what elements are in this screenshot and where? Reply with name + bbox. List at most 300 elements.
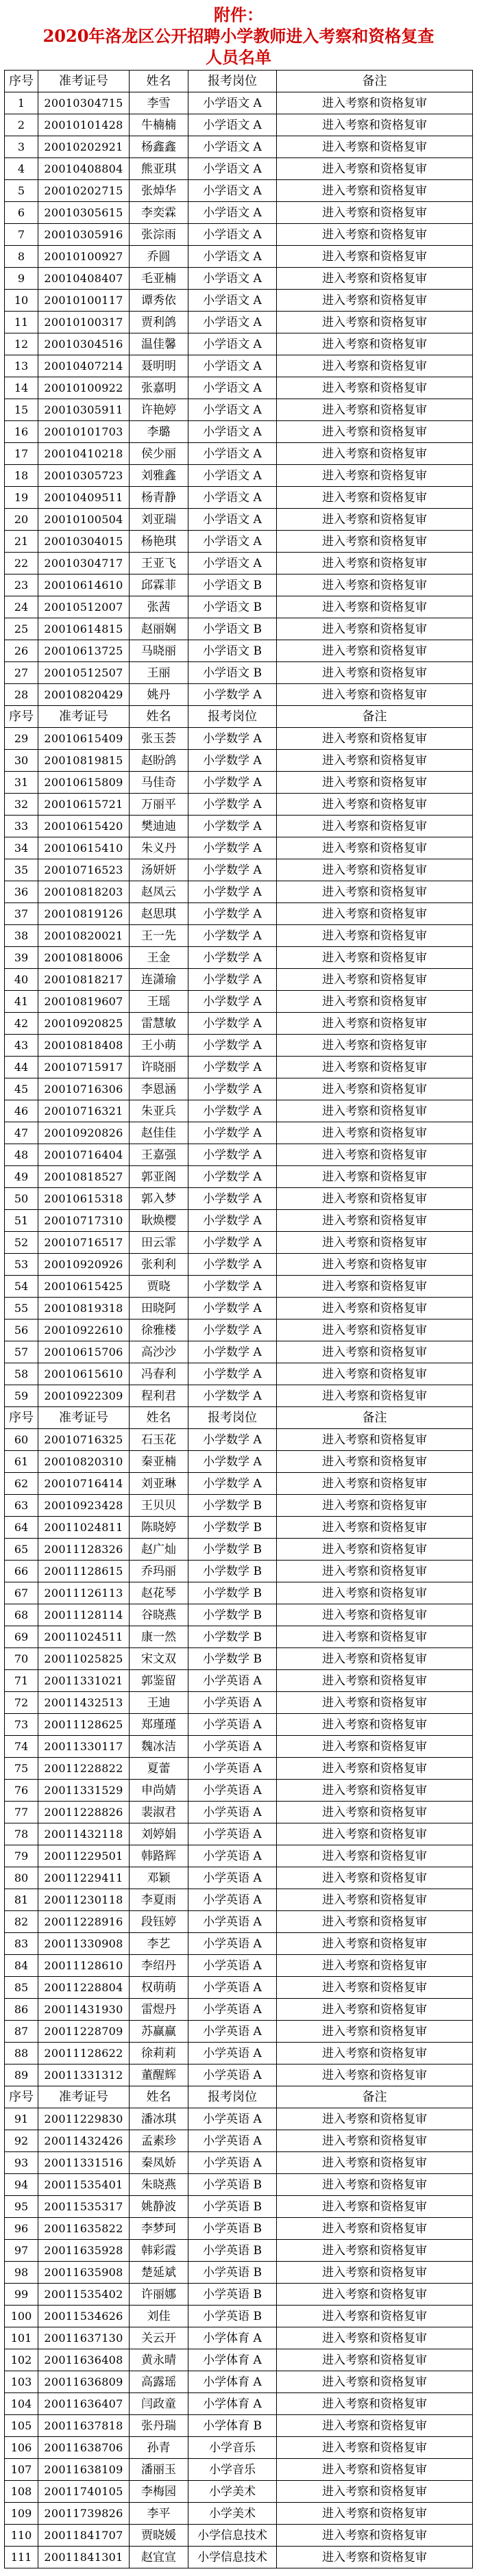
table-row: [5, 1276, 473, 1298]
cell-remark: 进入考察和资格复审: [277, 1626, 473, 1648]
cell-post: 小学语文 A: [188, 553, 277, 574]
cell-name: 谭秀依: [130, 290, 188, 312]
cell-exam-id: 20011535402: [38, 2284, 130, 2306]
table-row: [5, 1341, 473, 1363]
table-row: [5, 2415, 473, 2437]
table-row: [5, 465, 473, 487]
cell-no: 46: [5, 1100, 38, 1122]
cell-exam-id: 20010716404: [38, 1144, 130, 1166]
cell-exam-id: 20011432118: [38, 1823, 130, 1845]
cell-exam-id: 20010101703: [38, 421, 130, 443]
header-remark: 备注: [277, 1407, 473, 1429]
cell-remark: 进入考察和资格复审: [277, 903, 473, 925]
cell-remark: 进入考察和资格复审: [277, 1692, 473, 1714]
cell-exam-id: 20010716517: [38, 1232, 130, 1254]
cell-no: 54: [5, 1276, 38, 1298]
cell-post: 小学数学 A: [188, 772, 277, 794]
cell-post: 小学英语 A: [188, 1911, 277, 1933]
cell-no: 19: [5, 487, 38, 509]
cell-no: 70: [5, 1648, 38, 1670]
cell-post: 小学数学 B: [188, 1648, 277, 1670]
cell-exam-id: 20011229830: [38, 2108, 130, 2130]
cell-exam-id: 20011128610: [38, 1955, 130, 1977]
cell-exam-id: 20010614610: [38, 574, 130, 596]
cell-no: 4: [5, 158, 38, 180]
table-row: [5, 662, 473, 684]
cell-no: 36: [5, 881, 38, 903]
cell-name: 楚延斌: [130, 2262, 188, 2284]
cell-name: 连潇瑜: [130, 969, 188, 991]
cell-exam-id: 20010922610: [38, 1319, 130, 1341]
table-row: [5, 1100, 473, 1122]
table-header-row: [5, 71, 473, 92]
cell-name: 秦亚楠: [130, 1451, 188, 1473]
cell-remark: 进入考察和资格复审: [277, 1845, 473, 1867]
cell-name: 李奕霖: [130, 202, 188, 224]
cell-exam-id: 20011535401: [38, 2174, 130, 2196]
cell-post: 小学语文 A: [188, 224, 277, 246]
table-row: [5, 1802, 473, 1823]
cell-name: 牛楠楠: [130, 114, 188, 136]
cell-remark: 进入考察和资格复审: [277, 750, 473, 772]
cell-exam-id: 20010818006: [38, 947, 130, 969]
table-row: [5, 1845, 473, 1867]
table-row: [5, 1692, 473, 1714]
table-row: [5, 574, 473, 596]
cell-no: 2: [5, 114, 38, 136]
cell-post: 小学语文 A: [188, 268, 277, 290]
cell-post: 小学数学 A: [188, 969, 277, 991]
cell-remark: 进入考察和资格复审: [277, 1889, 473, 1911]
cell-remark: 进入考察和资格复审: [277, 1736, 473, 1758]
cell-remark: 进入考察和资格复审: [277, 1955, 473, 1977]
table-row: [5, 1736, 473, 1758]
cell-remark: 进入考察和资格复审: [277, 618, 473, 640]
cell-exam-id: 20010818217: [38, 969, 130, 991]
cell-name: 孙青: [130, 2437, 188, 2459]
cell-remark: 进入考察和资格复审: [277, 1188, 473, 1210]
cell-post: 小学英语 A: [188, 1802, 277, 1823]
cell-exam-id: 20010716414: [38, 1473, 130, 1495]
cell-remark: 进入考察和资格复审: [277, 1013, 473, 1035]
cell-no: 98: [5, 2262, 38, 2284]
cell-no: 88: [5, 2043, 38, 2064]
cell-no: 29: [5, 728, 38, 750]
cell-name: 乔玛丽: [130, 1561, 188, 1582]
cell-name: 赵凤云: [130, 881, 188, 903]
cell-no: 10: [5, 290, 38, 312]
cell-remark: 进入考察和资格复审: [277, 1561, 473, 1582]
cell-no: 91: [5, 2108, 38, 2130]
header-exam-id: 准考证号: [38, 71, 130, 92]
cell-name: 徐雅楼: [130, 1319, 188, 1341]
cell-post: 小学语文 A: [188, 290, 277, 312]
cell-exam-id: 20011024811: [38, 1517, 130, 1539]
cell-no: 15: [5, 399, 38, 421]
cell-remark: 进入考察和资格复审: [277, 1210, 473, 1232]
cell-name: 田晓阿: [130, 1298, 188, 1319]
cell-no: 109: [5, 2503, 38, 2525]
cell-exam-id: 20010819815: [38, 750, 130, 772]
cell-name: 李雪: [130, 92, 188, 114]
table-row: [5, 947, 473, 969]
cell-name: 熊亚琪: [130, 158, 188, 180]
cell-name: 赵思琪: [130, 903, 188, 925]
header-remark: 备注: [277, 706, 473, 728]
header-no: 序号: [5, 1407, 38, 1429]
cell-remark: 进入考察和资格复审: [277, 246, 473, 268]
cell-remark: 进入考察和资格复审: [277, 531, 473, 553]
document-title: 2020年洛龙区公开招聘小学教师进入考察和资格复查: [42, 26, 435, 46]
cell-exam-id: 20011228822: [38, 1758, 130, 1780]
cell-no: 42: [5, 1013, 38, 1035]
cell-exam-id: 20010202921: [38, 136, 130, 158]
table-row: [5, 1889, 473, 1911]
cell-name: 贾利鸽: [130, 312, 188, 333]
cell-exam-id: 20010101428: [38, 114, 130, 136]
cell-exam-id: 20011635822: [38, 2218, 130, 2240]
cell-exam-id: 20011638109: [38, 2459, 130, 2481]
cell-name: 贾晓媛: [130, 2525, 188, 2547]
cell-no: 20: [5, 509, 38, 531]
table-row: [5, 1363, 473, 1385]
cell-exam-id: 20010615706: [38, 1341, 130, 1363]
cell-no: 63: [5, 1495, 38, 1517]
cell-exam-id: 20011636407: [38, 2393, 130, 2415]
cell-remark: 进入考察和资格复审: [277, 1495, 473, 1517]
cell-no: 86: [5, 1999, 38, 2021]
table-row: [5, 2064, 473, 2086]
cell-post: 小学数学 A: [188, 903, 277, 925]
cell-remark: 进入考察和资格复审: [277, 1057, 473, 1078]
cell-exam-id: 20010716306: [38, 1078, 130, 1100]
cell-no: 31: [5, 772, 38, 794]
table-row: [5, 1429, 473, 1451]
cell-remark: 进入考察和资格复审: [277, 377, 473, 399]
cell-no: 85: [5, 1977, 38, 1999]
cell-no: 34: [5, 837, 38, 859]
cell-name: 张利利: [130, 1254, 188, 1276]
cell-exam-id: 20011431930: [38, 1999, 130, 2021]
cell-remark: 进入考察和资格复审: [277, 1780, 473, 1802]
cell-name: 马晓丽: [130, 640, 188, 662]
cell-exam-id: 20011635908: [38, 2262, 130, 2284]
cell-post: 小学数学 A: [188, 1035, 277, 1057]
cell-exam-id: 20011636809: [38, 2371, 130, 2393]
cell-remark: 进入考察和资格复审: [277, 312, 473, 333]
table-row: [5, 2393, 473, 2415]
cell-remark: 进入考察和资格复审: [277, 1363, 473, 1385]
candidate-table-body: [5, 71, 473, 2568]
attachment-label: 附件：: [214, 5, 263, 25]
header-remark: 备注: [277, 71, 473, 92]
cell-exam-id: 20010818203: [38, 881, 130, 903]
cell-remark: 进入考察和资格复审: [277, 1144, 473, 1166]
cell-no: 101: [5, 2327, 38, 2349]
cell-no: 60: [5, 1429, 38, 1451]
table-row: [5, 136, 473, 158]
cell-name: 赵宜宣: [130, 2547, 188, 2568]
cell-post: 小学体育 A: [188, 2393, 277, 2415]
cell-remark: 进入考察和资格复审: [277, 1714, 473, 1736]
cell-no: 58: [5, 1363, 38, 1385]
table-row: [5, 1495, 473, 1517]
cell-post: 小学数学 A: [188, 1144, 277, 1166]
cell-name: 李璐: [130, 421, 188, 443]
cell-post: 小学英语 A: [188, 1845, 277, 1867]
cell-no: 67: [5, 1582, 38, 1604]
cell-exam-id: 20010305916: [38, 224, 130, 246]
cell-post: 小学英语 A: [188, 1736, 277, 1758]
header-post: 报考岗位: [188, 706, 277, 728]
cell-post: 小学语文 A: [188, 180, 277, 202]
table-row: [5, 92, 473, 114]
cell-name: 王嘉强: [130, 1144, 188, 1166]
table-row: [5, 553, 473, 574]
cell-remark: 进入考察和资格复审: [277, 2327, 473, 2349]
table-row: [5, 1210, 473, 1232]
cell-exam-id: 20010820021: [38, 925, 130, 947]
cell-no: 100: [5, 2306, 38, 2327]
cell-exam-id: 20010512507: [38, 662, 130, 684]
cell-post: 小学数学 A: [188, 837, 277, 859]
cell-post: 小学数学 B: [188, 1495, 277, 1517]
cell-no: 97: [5, 2240, 38, 2262]
cell-no: 83: [5, 1933, 38, 1955]
cell-remark: 进入考察和资格复审: [277, 465, 473, 487]
cell-no: 32: [5, 794, 38, 816]
table-row: [5, 2240, 473, 2262]
cell-remark: 进入考察和资格复审: [277, 684, 473, 706]
cell-name: 李夏雨: [130, 1889, 188, 1911]
table-row: [5, 2108, 473, 2130]
cell-post: 小学英语 A: [188, 2130, 277, 2152]
table-row: [5, 1166, 473, 1188]
cell-no: 11: [5, 312, 38, 333]
cell-no: 59: [5, 1385, 38, 1407]
cell-no: 73: [5, 1714, 38, 1736]
table-row: [5, 640, 473, 662]
cell-no: 21: [5, 531, 38, 553]
cell-post: 小学数学 A: [188, 1341, 277, 1363]
table-row: [5, 1385, 473, 1407]
cell-post: 小学数学 A: [188, 750, 277, 772]
cell-name: 杨艳琪: [130, 531, 188, 553]
cell-remark: 进入考察和资格复审: [277, 2503, 473, 2525]
cell-no: 13: [5, 355, 38, 377]
table-row: [5, 2306, 473, 2327]
cell-name: 张茜: [130, 596, 188, 618]
table-row: [5, 2371, 473, 2393]
cell-remark: 进入考察和资格复审: [277, 2021, 473, 2043]
cell-exam-id: 20010922309: [38, 1385, 130, 1407]
cell-name: 郑瑾瑾: [130, 1714, 188, 1736]
cell-remark: 进入考察和资格复审: [277, 2218, 473, 2240]
cell-name: 侯少丽: [130, 443, 188, 465]
table-row: [5, 290, 473, 312]
cell-post: 小学语文 A: [188, 92, 277, 114]
cell-exam-id: 20010304516: [38, 333, 130, 355]
cell-no: 103: [5, 2371, 38, 2393]
cell-name: 张淙雨: [130, 224, 188, 246]
cell-exam-id: 20011229411: [38, 1867, 130, 1889]
cell-name: 闫政童: [130, 2393, 188, 2415]
cell-name: 张焯华: [130, 180, 188, 202]
cell-no: 95: [5, 2196, 38, 2218]
cell-no: 39: [5, 947, 38, 969]
cell-exam-id: 20010100927: [38, 246, 130, 268]
header-name: 姓名: [130, 706, 188, 728]
table-row: [5, 2043, 473, 2064]
cell-name: 孟素珍: [130, 2130, 188, 2152]
cell-exam-id: 20010304717: [38, 553, 130, 574]
cell-no: 104: [5, 2393, 38, 2415]
cell-post: 小学英语 A: [188, 1823, 277, 1845]
cell-post: 小学数学 A: [188, 728, 277, 750]
cell-remark: 进入考察和资格复审: [277, 2349, 473, 2371]
cell-no: 18: [5, 465, 38, 487]
header-no: 序号: [5, 71, 38, 92]
cell-exam-id: 20010715917: [38, 1057, 130, 1078]
cell-post: 小学体育 A: [188, 2349, 277, 2371]
cell-remark: 进入考察和资格复审: [277, 421, 473, 443]
cell-remark: 进入考察和资格复审: [277, 1298, 473, 1319]
cell-exam-id: 20010615809: [38, 772, 130, 794]
cell-post: 小学英语 B: [188, 2284, 277, 2306]
header-remark: 备注: [277, 2086, 473, 2108]
table-row: [5, 2327, 473, 2349]
table-row: [5, 202, 473, 224]
cell-remark: 进入考察和资格复审: [277, 333, 473, 355]
cell-post: 小学语文 A: [188, 421, 277, 443]
cell-no: 27: [5, 662, 38, 684]
cell-no: 82: [5, 1911, 38, 1933]
cell-remark: 进入考察和资格复审: [277, 1341, 473, 1363]
cell-post: 小学数学 A: [188, 816, 277, 837]
cell-remark: 进入考察和资格复审: [277, 2262, 473, 2284]
cell-name: 王亚飞: [130, 553, 188, 574]
table-row: [5, 377, 473, 399]
cell-name: 张玉荟: [130, 728, 188, 750]
table-row: [5, 1539, 473, 1561]
cell-exam-id: 20011330908: [38, 1933, 130, 1955]
table-header-row: [5, 2086, 473, 2108]
cell-no: 37: [5, 903, 38, 925]
cell-post: 小学英语 B: [188, 2306, 277, 2327]
cell-post: 小学语文 B: [188, 618, 277, 640]
table-row: [5, 1473, 473, 1495]
cell-exam-id: 20010820429: [38, 684, 130, 706]
header-post: 报考岗位: [188, 1407, 277, 1429]
cell-post: 小学英语 A: [188, 1780, 277, 1802]
cell-name: 权萌萌: [130, 1977, 188, 1999]
cell-exam-id: 20011432426: [38, 2130, 130, 2152]
cell-post: 小学语文 A: [188, 246, 277, 268]
cell-no: 99: [5, 2284, 38, 2306]
cell-remark: 进入考察和资格复审: [277, 202, 473, 224]
cell-post: 小学数学 A: [188, 881, 277, 903]
cell-name: 秦凤娇: [130, 2152, 188, 2174]
cell-exam-id: 20010407214: [38, 355, 130, 377]
cell-remark: 进入考察和资格复审: [277, 2547, 473, 2568]
cell-remark: 进入考察和资格复审: [277, 1648, 473, 1670]
cell-remark: 进入考察和资格复审: [277, 991, 473, 1013]
cell-post: 小学英语 A: [188, 1955, 277, 1977]
cell-no: 44: [5, 1057, 38, 1078]
table-row: [5, 1232, 473, 1254]
cell-post: 小学数学 A: [188, 1298, 277, 1319]
cell-exam-id: 20010615721: [38, 794, 130, 816]
table-row: [5, 158, 473, 180]
cell-post: 小学体育 A: [188, 2371, 277, 2393]
cell-post: 小学语文 B: [188, 640, 277, 662]
cell-name: 陈晓婷: [130, 1517, 188, 1539]
cell-no: 110: [5, 2525, 38, 2547]
cell-exam-id: 20011128622: [38, 2043, 130, 2064]
header-no: 序号: [5, 2086, 38, 2108]
cell-exam-id: 20011841707: [38, 2525, 130, 2547]
cell-name: 刘佳: [130, 2306, 188, 2327]
cell-name: 耿焕樱: [130, 1210, 188, 1232]
cell-remark: 进入考察和资格复审: [277, 837, 473, 859]
cell-remark: 进入考察和资格复审: [277, 2525, 473, 2547]
cell-name: 刘亚瑞: [130, 509, 188, 531]
cell-post: 小学语文 A: [188, 465, 277, 487]
table-row: [5, 1078, 473, 1100]
cell-exam-id: 20011637818: [38, 2415, 130, 2437]
cell-name: 雷慧敏: [130, 1013, 188, 1035]
cell-name: 宋文双: [130, 1648, 188, 1670]
cell-name: 聂明明: [130, 355, 188, 377]
cell-name: 王一先: [130, 925, 188, 947]
cell-post: 小学数学 A: [188, 1057, 277, 1078]
cell-name: 王贝贝: [130, 1495, 188, 1517]
cell-post: 小学语文 A: [188, 377, 277, 399]
cell-remark: 进入考察和资格复审: [277, 1670, 473, 1692]
table-row: [5, 881, 473, 903]
table-row: [5, 991, 473, 1013]
cell-no: 23: [5, 574, 38, 596]
table-row: [5, 1867, 473, 1889]
cell-remark: 进入考察和资格复审: [277, 947, 473, 969]
cell-name: 冯春利: [130, 1363, 188, 1385]
table-row: [5, 1911, 473, 1933]
cell-exam-id: 20010305615: [38, 202, 130, 224]
cell-no: 40: [5, 969, 38, 991]
cell-name: 段钰婷: [130, 1911, 188, 1933]
cell-remark: 进入考察和资格复审: [277, 662, 473, 684]
cell-name: 郭鉴留: [130, 1670, 188, 1692]
cell-no: 5: [5, 180, 38, 202]
cell-post: 小学音乐: [188, 2437, 277, 2459]
cell-no: 94: [5, 2174, 38, 2196]
cell-name: 田云霏: [130, 1232, 188, 1254]
cell-exam-id: 20011230118: [38, 1889, 130, 1911]
cell-exam-id: 20011635928: [38, 2240, 130, 2262]
table-row: [5, 2152, 473, 2174]
cell-name: 杨鑫鑫: [130, 136, 188, 158]
cell-post: 小学语文 A: [188, 487, 277, 509]
cell-exam-id: 20011637130: [38, 2327, 130, 2349]
cell-post: 小学语文 A: [188, 158, 277, 180]
cell-post: 小学数学 B: [188, 1604, 277, 1626]
cell-remark: 进入考察和资格复审: [277, 859, 473, 881]
cell-exam-id: 20010615410: [38, 837, 130, 859]
table-row: [5, 1451, 473, 1473]
cell-exam-id: 20010304015: [38, 531, 130, 553]
cell-remark: 进入考察和资格复审: [277, 1319, 473, 1341]
cell-name: 李梅园: [130, 2481, 188, 2503]
